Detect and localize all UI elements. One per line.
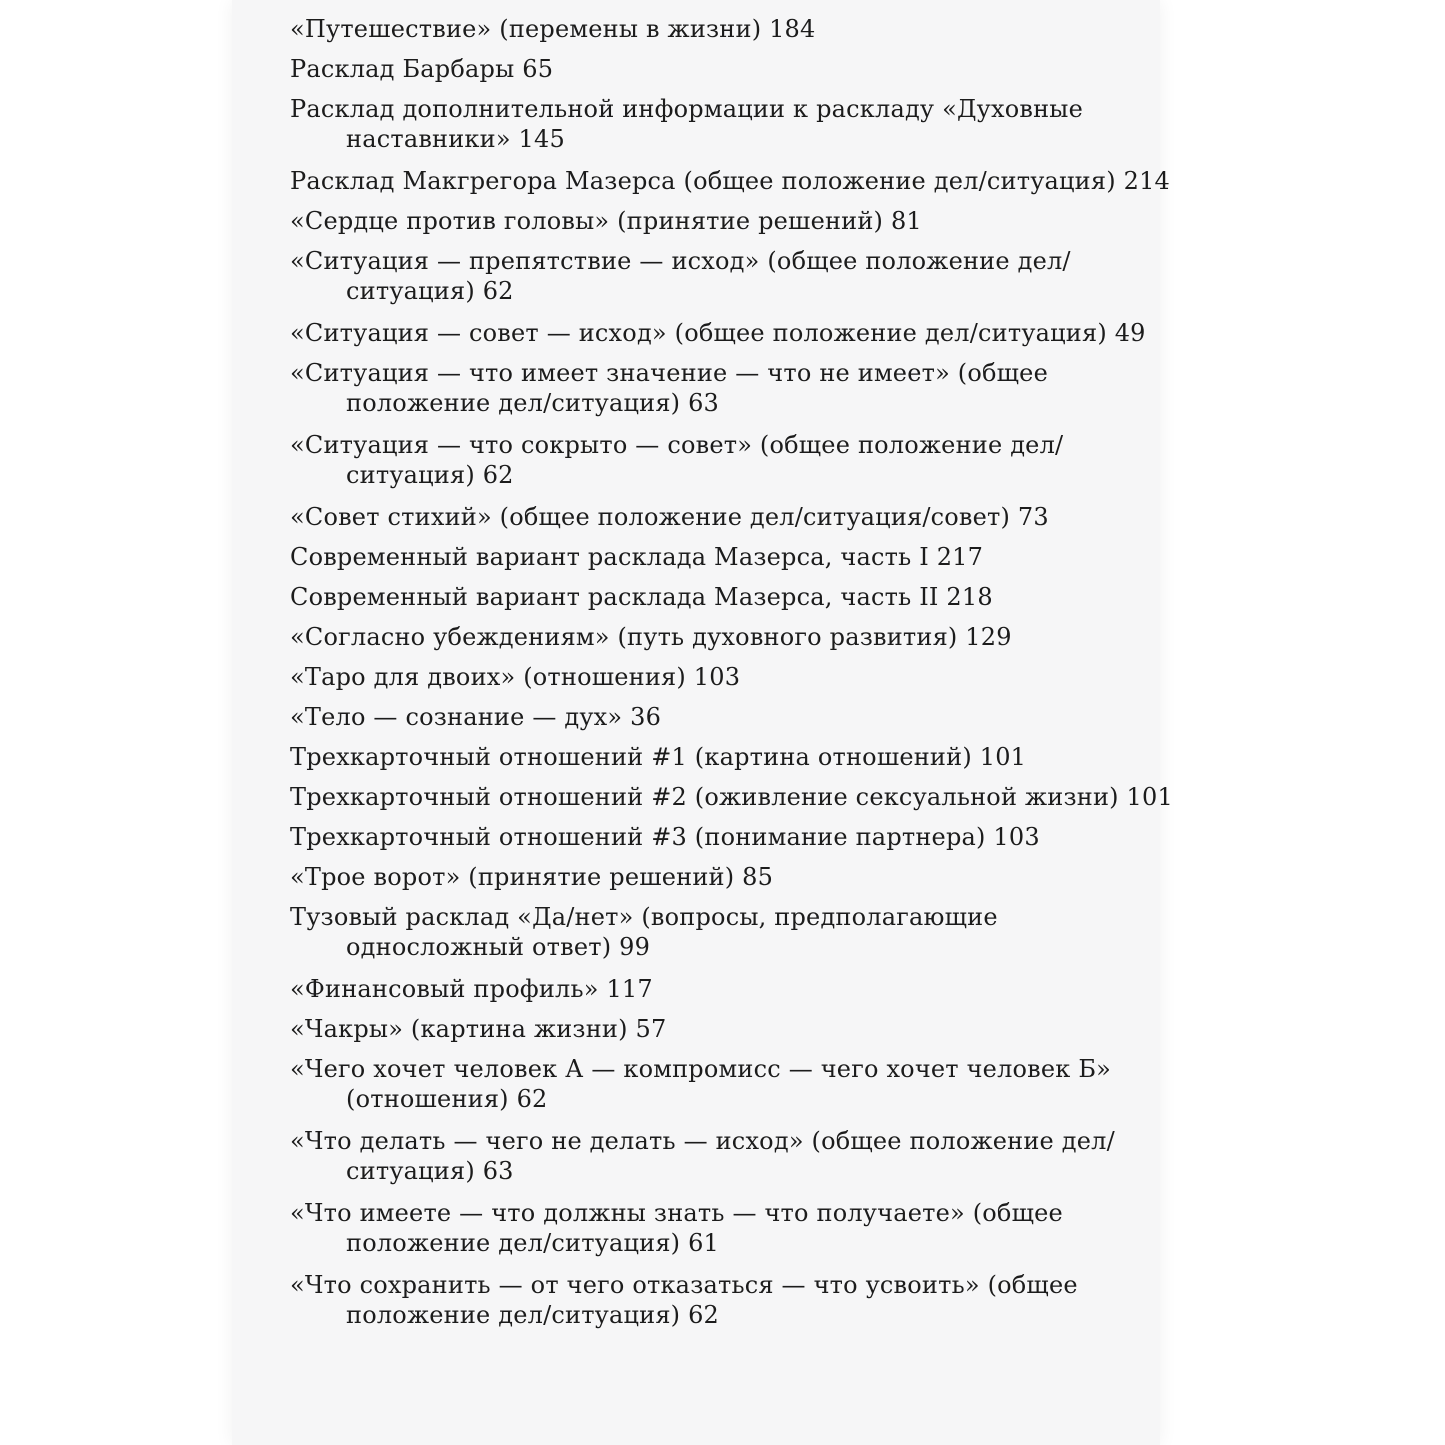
index-entry: «Чакры» (картина жизни) 57 [290, 1015, 667, 1043]
index-entry: «Путешествие» (перемены в жизни) 184 [290, 15, 816, 43]
index-entry: Трехкарточный отношений #3 (понимание партнера) 103 [290, 823, 1040, 851]
index-entry: Расклад Барбары 65 [290, 55, 554, 83]
index-entry: «Сердце против головы» (принятие решений) 81 [290, 207, 922, 235]
index-list [290, 14, 1190, 1342]
index-entry: «Что имеете — что должны знать — что получаете» (общее положение дел/ситуация) 61 [290, 1199, 1063, 1257]
index-entry: «Ситуация — что имеет значение — что не имеет» (общее положение дел/ситуация) 63 [290, 359, 1048, 417]
index-entry: «Ситуация — препятствие — исход» (общее положение дел/ ситуация) 62 [290, 247, 1071, 305]
index-entry: «Ситуация — совет — исход» (общее положение дел/ситуация) 49 [290, 319, 1146, 347]
index-entry: Расклад Макгрегора Мазерса (общее положение дел/ситуация) 214 [290, 167, 1171, 195]
index-entry: «Совет стихий» (общее положение дел/ситуация/совет) 73 [290, 503, 1049, 531]
index-entry: Расклад дополнительной информации к раскладу «Духовные наставники» 145 [290, 95, 1083, 153]
index-entry: Тузовый расклад «Да/нет» (вопросы, предполагающие односложный ответ) 99 [290, 903, 998, 961]
index-entry: Трехкарточный отношений #2 (оживление сексуальной жизни) 101 [290, 783, 1173, 811]
index-entry: «Что делать — чего не делать — исход» (общее положение дел/ ситуация) 63 [290, 1127, 1115, 1185]
index-entry: Трехкарточный отношений #1 (картина отношений) 101 [290, 743, 1027, 771]
index-entry: «Финансовый профиль» 117 [290, 975, 653, 1003]
index-entry: Современный вариант расклада Мазерса, часть II 218 [290, 583, 993, 611]
index-entry: «Тело — сознание — дух» 36 [290, 703, 662, 731]
index-entry: «Таро для двоих» (отношения) 103 [290, 663, 741, 691]
index-entry: «Согласно убеждениям» (путь духовного развития) 129 [290, 623, 1012, 651]
index-entry: «Что сохранить — от чего отказаться — что усвоить» (общее положение дел/ситуация) 62 [290, 1271, 1078, 1329]
index-entry: «Ситуация — что сокрыто — совет» (общее положение дел/ ситуация) 62 [290, 431, 1064, 489]
index-entry: «Трое ворот» (принятие решений) 85 [290, 863, 774, 891]
index-entry: Современный вариант расклада Мазерса, часть I 217 [290, 543, 984, 571]
index-entry: «Чего хочет человек А — компромисс — чего хочет человек Б» (отношения) 62 [290, 1055, 1112, 1113]
